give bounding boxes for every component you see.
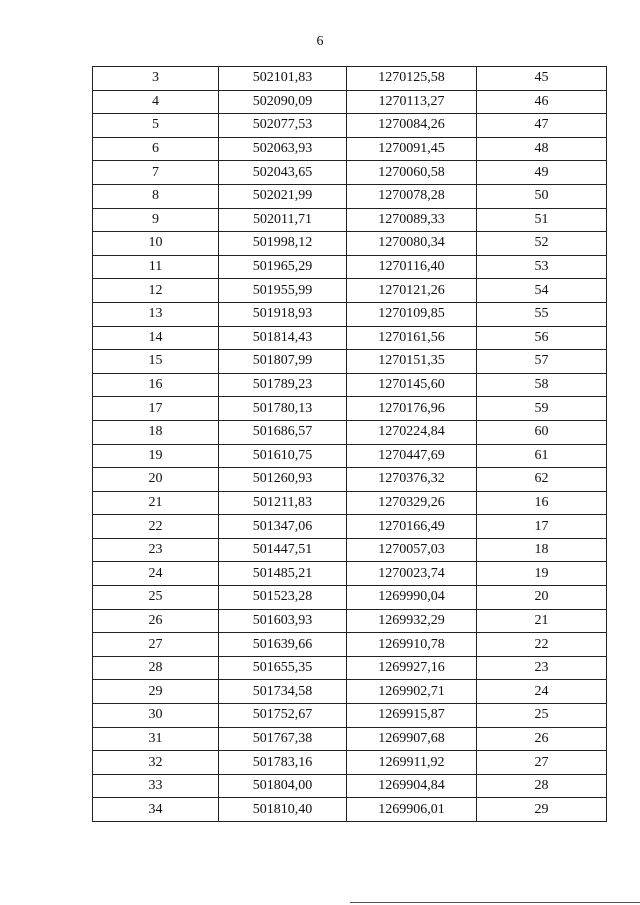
y-coordinate-cell: 1270084,26 xyxy=(347,114,477,138)
x-coordinate-cell: 501789,23 xyxy=(219,373,347,397)
x-coordinate-cell: 501686,57 xyxy=(219,420,347,444)
y-coordinate-cell: 1269915,87 xyxy=(347,704,477,728)
table-row xyxy=(93,208,607,232)
x-coordinate-cell: 501639,66 xyxy=(219,633,347,657)
point-number-cell: 30 xyxy=(93,704,219,728)
table-row xyxy=(93,774,607,798)
x-coordinate-cell: 502090,09 xyxy=(219,90,347,114)
x-coordinate-cell: 502101,83 xyxy=(219,67,347,91)
reference-number-cell: 23 xyxy=(477,656,607,680)
x-coordinate-cell: 502063,93 xyxy=(219,137,347,161)
point-number-cell: 9 xyxy=(93,208,219,232)
table-row xyxy=(93,704,607,728)
coordinates-table-body xyxy=(93,67,607,822)
point-number-cell: 27 xyxy=(93,633,219,657)
point-number-cell: 23 xyxy=(93,538,219,562)
table-row xyxy=(93,751,607,775)
x-coordinate-cell: 501655,35 xyxy=(219,656,347,680)
y-coordinate-cell: 1270125,58 xyxy=(347,67,477,91)
point-number-cell: 24 xyxy=(93,562,219,586)
table-row xyxy=(93,279,607,303)
reference-number-cell: 56 xyxy=(477,326,607,350)
point-number-cell: 28 xyxy=(93,656,219,680)
table-row xyxy=(93,326,607,350)
x-coordinate-cell: 501610,75 xyxy=(219,444,347,468)
reference-number-cell: 52 xyxy=(477,232,607,256)
table-row xyxy=(93,350,607,374)
point-number-cell: 34 xyxy=(93,798,219,822)
x-coordinate-cell: 502011,71 xyxy=(219,208,347,232)
y-coordinate-cell: 1270080,34 xyxy=(347,232,477,256)
reference-number-cell: 54 xyxy=(477,279,607,303)
x-coordinate-cell: 501965,29 xyxy=(219,255,347,279)
reference-number-cell: 47 xyxy=(477,114,607,138)
y-coordinate-cell: 1270091,45 xyxy=(347,137,477,161)
x-coordinate-cell: 501783,16 xyxy=(219,751,347,775)
point-number-cell: 19 xyxy=(93,444,219,468)
table-row xyxy=(93,586,607,610)
reference-number-cell: 18 xyxy=(477,538,607,562)
table-row xyxy=(93,633,607,657)
table-row xyxy=(93,302,607,326)
x-coordinate-cell: 501804,00 xyxy=(219,774,347,798)
reference-number-cell: 26 xyxy=(477,727,607,751)
point-number-cell: 25 xyxy=(93,586,219,610)
y-coordinate-cell: 1270060,58 xyxy=(347,161,477,185)
point-number-cell: 4 xyxy=(93,90,219,114)
point-number-cell: 15 xyxy=(93,350,219,374)
point-number-cell: 22 xyxy=(93,515,219,539)
reference-number-cell: 20 xyxy=(477,586,607,610)
x-coordinate-cell: 501523,28 xyxy=(219,586,347,610)
reference-number-cell: 50 xyxy=(477,184,607,208)
coordinates-table xyxy=(92,66,607,822)
y-coordinate-cell: 1269927,16 xyxy=(347,656,477,680)
reference-number-cell: 60 xyxy=(477,420,607,444)
reference-number-cell: 27 xyxy=(477,751,607,775)
reference-number-cell: 53 xyxy=(477,255,607,279)
x-coordinate-cell: 501211,83 xyxy=(219,491,347,515)
reference-number-cell: 19 xyxy=(477,562,607,586)
x-coordinate-cell: 501347,06 xyxy=(219,515,347,539)
point-number-cell: 33 xyxy=(93,774,219,798)
table-row xyxy=(93,90,607,114)
table-row xyxy=(93,656,607,680)
table-row xyxy=(93,444,607,468)
table-row xyxy=(93,680,607,704)
reference-number-cell: 48 xyxy=(477,137,607,161)
x-coordinate-cell: 501955,99 xyxy=(219,279,347,303)
point-number-cell: 7 xyxy=(93,161,219,185)
point-number-cell: 10 xyxy=(93,232,219,256)
reference-number-cell: 55 xyxy=(477,302,607,326)
table-row xyxy=(93,397,607,421)
table-row xyxy=(93,161,607,185)
y-coordinate-cell: 1269902,71 xyxy=(347,680,477,704)
table-row xyxy=(93,468,607,492)
x-coordinate-cell: 501767,38 xyxy=(219,727,347,751)
y-coordinate-cell: 1269904,84 xyxy=(347,774,477,798)
x-coordinate-cell: 501810,40 xyxy=(219,798,347,822)
reference-number-cell: 57 xyxy=(477,350,607,374)
reference-number-cell: 62 xyxy=(477,468,607,492)
y-coordinate-cell: 1269932,29 xyxy=(347,609,477,633)
point-number-cell: 12 xyxy=(93,279,219,303)
x-coordinate-cell: 501807,99 xyxy=(219,350,347,374)
point-number-cell: 11 xyxy=(93,255,219,279)
reference-number-cell: 16 xyxy=(477,491,607,515)
y-coordinate-cell: 1270224,84 xyxy=(347,420,477,444)
point-number-cell: 16 xyxy=(93,373,219,397)
reference-number-cell: 45 xyxy=(477,67,607,91)
x-coordinate-cell: 501734,58 xyxy=(219,680,347,704)
point-number-cell: 26 xyxy=(93,609,219,633)
table-row xyxy=(93,184,607,208)
reference-number-cell: 25 xyxy=(477,704,607,728)
page-number: 6 xyxy=(316,34,324,49)
y-coordinate-cell: 1270078,28 xyxy=(347,184,477,208)
reference-number-cell: 28 xyxy=(477,774,607,798)
table-row xyxy=(93,137,607,161)
table-row xyxy=(93,609,607,633)
reference-number-cell: 59 xyxy=(477,397,607,421)
point-number-cell: 31 xyxy=(93,727,219,751)
table-row xyxy=(93,255,607,279)
y-coordinate-cell: 1269910,78 xyxy=(347,633,477,657)
x-coordinate-cell: 501260,93 xyxy=(219,468,347,492)
y-coordinate-cell: 1269907,68 xyxy=(347,727,477,751)
y-coordinate-cell: 1270116,40 xyxy=(347,255,477,279)
y-coordinate-cell: 1270447,69 xyxy=(347,444,477,468)
y-coordinate-cell: 1270376,32 xyxy=(347,468,477,492)
y-coordinate-cell: 1270089,33 xyxy=(347,208,477,232)
table-row xyxy=(93,798,607,822)
y-coordinate-cell: 1270161,56 xyxy=(347,326,477,350)
y-coordinate-cell: 1270166,49 xyxy=(347,515,477,539)
y-coordinate-cell: 1270023,74 xyxy=(347,562,477,586)
point-number-cell: 3 xyxy=(93,67,219,91)
point-number-cell: 29 xyxy=(93,680,219,704)
y-coordinate-cell: 1270057,03 xyxy=(347,538,477,562)
table-row xyxy=(93,538,607,562)
footer-rule xyxy=(350,902,640,903)
y-coordinate-cell: 1269911,92 xyxy=(347,751,477,775)
x-coordinate-cell: 501603,93 xyxy=(219,609,347,633)
table-row xyxy=(93,67,607,91)
x-coordinate-cell: 501780,13 xyxy=(219,397,347,421)
x-coordinate-cell: 501447,51 xyxy=(219,538,347,562)
y-coordinate-cell: 1270145,60 xyxy=(347,373,477,397)
point-number-cell: 8 xyxy=(93,184,219,208)
reference-number-cell: 61 xyxy=(477,444,607,468)
point-number-cell: 21 xyxy=(93,491,219,515)
x-coordinate-cell: 502021,99 xyxy=(219,184,347,208)
y-coordinate-cell: 1269906,01 xyxy=(347,798,477,822)
table-row xyxy=(93,562,607,586)
point-number-cell: 6 xyxy=(93,137,219,161)
y-coordinate-cell: 1270109,85 xyxy=(347,302,477,326)
table-row xyxy=(93,114,607,138)
point-number-cell: 20 xyxy=(93,468,219,492)
reference-number-cell: 58 xyxy=(477,373,607,397)
reference-number-cell: 49 xyxy=(477,161,607,185)
x-coordinate-cell: 501485,21 xyxy=(219,562,347,586)
reference-number-cell: 46 xyxy=(477,90,607,114)
table-row xyxy=(93,727,607,751)
table-row xyxy=(93,491,607,515)
y-coordinate-cell: 1270176,96 xyxy=(347,397,477,421)
point-number-cell: 5 xyxy=(93,114,219,138)
point-number-cell: 14 xyxy=(93,326,219,350)
x-coordinate-cell: 502077,53 xyxy=(219,114,347,138)
table-row xyxy=(93,420,607,444)
x-coordinate-cell: 502043,65 xyxy=(219,161,347,185)
reference-number-cell: 17 xyxy=(477,515,607,539)
point-number-cell: 32 xyxy=(93,751,219,775)
point-number-cell: 13 xyxy=(93,302,219,326)
table-row xyxy=(93,515,607,539)
x-coordinate-cell: 501918,93 xyxy=(219,302,347,326)
reference-number-cell: 24 xyxy=(477,680,607,704)
y-coordinate-cell: 1270329,26 xyxy=(347,491,477,515)
table-row xyxy=(93,373,607,397)
y-coordinate-cell: 1270151,35 xyxy=(347,350,477,374)
y-coordinate-cell: 1269990,04 xyxy=(347,586,477,610)
y-coordinate-cell: 1270121,26 xyxy=(347,279,477,303)
reference-number-cell: 51 xyxy=(477,208,607,232)
x-coordinate-cell: 501752,67 xyxy=(219,704,347,728)
reference-number-cell: 21 xyxy=(477,609,607,633)
point-number-cell: 18 xyxy=(93,420,219,444)
reference-number-cell: 22 xyxy=(477,633,607,657)
y-coordinate-cell: 1270113,27 xyxy=(347,90,477,114)
reference-number-cell: 29 xyxy=(477,798,607,822)
x-coordinate-cell: 501814,43 xyxy=(219,326,347,350)
x-coordinate-cell: 501998,12 xyxy=(219,232,347,256)
point-number-cell: 17 xyxy=(93,397,219,421)
table-row xyxy=(93,232,607,256)
